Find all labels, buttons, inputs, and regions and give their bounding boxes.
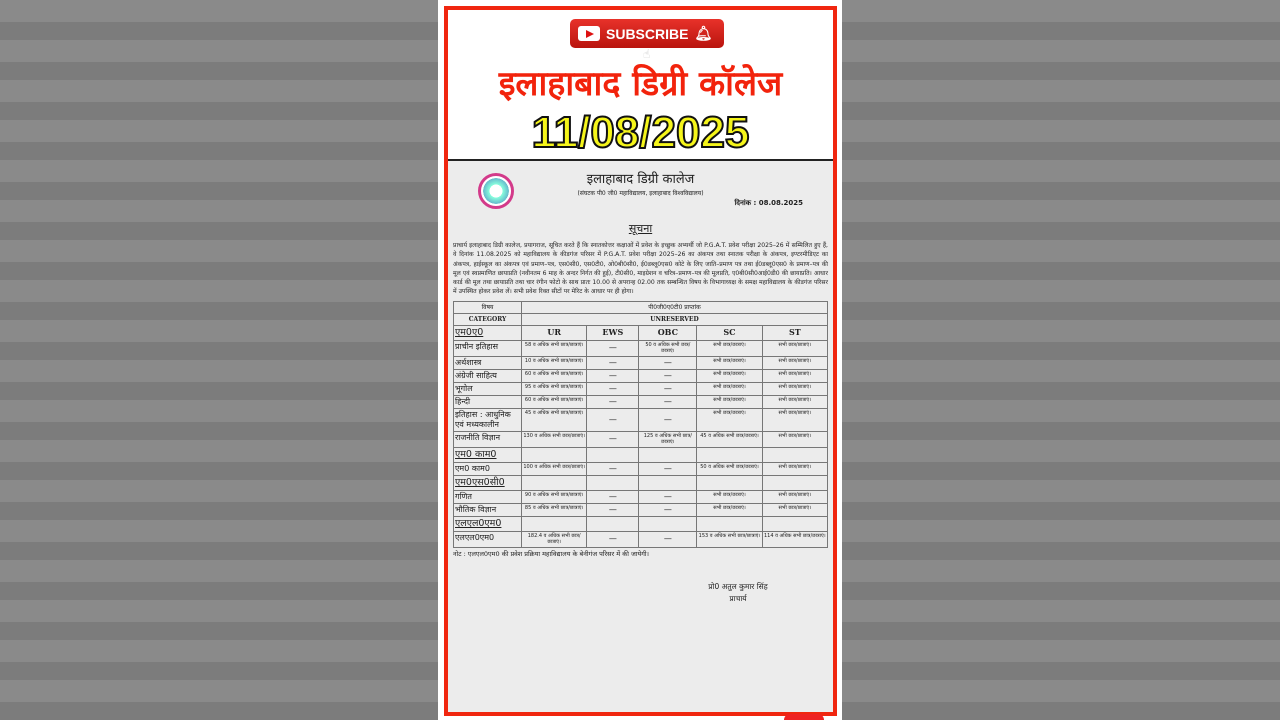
table-cell: CATEGORY (454, 313, 522, 325)
table-cell: OBC (639, 325, 697, 340)
table-cell: 85 व अधिक सभी छात्र/छात्राएं। (522, 503, 587, 516)
video-panel (438, 0, 842, 720)
table-cell: — (587, 490, 639, 503)
table-cell: सभी छात्र/छात्राएं। (762, 356, 827, 369)
table-row (454, 503, 828, 516)
table-cell: सभी छात्र/छात्राएं। (697, 490, 762, 503)
table-cell: — (639, 531, 697, 547)
video-date: 11/08/2025 (531, 108, 750, 157)
table-cell: EWS (587, 325, 639, 340)
table-cell (587, 475, 639, 490)
video-title: इलाहाबाद डिग्री कॉलेज (498, 64, 783, 104)
table-cell: सभी छात्र/छात्राएं। (762, 462, 827, 475)
table-cell: एलएल0एम0 (454, 531, 522, 547)
table-cell: 60 व अधिक सभी छात्र/छात्राएं। (522, 395, 587, 408)
signatory-designation: प्राचार्य (729, 593, 747, 603)
table-cell: सभी छात्र/छात्राएं। (762, 382, 827, 395)
table-group-row (454, 475, 828, 490)
table-row (454, 395, 828, 408)
table-cell: 100 व अधिक सभी छात्र/छात्राएं। (522, 462, 587, 475)
table-cell: अंग्रेजी साहित्य (454, 369, 522, 382)
table-cell: — (639, 462, 697, 475)
table-cell: गणित (454, 490, 522, 503)
table-cell: 130 व अधिक सभी छात्र/छात्राएं। (522, 431, 587, 447)
video-header (448, 10, 833, 161)
college-logo (478, 173, 514, 209)
table-cell (639, 516, 697, 531)
table-cell (522, 516, 587, 531)
table-cell: 90 व अधिक सभी छात्र/छात्राएं। (522, 490, 587, 503)
bell-icon: 🔔︎ (694, 25, 713, 41)
table-cell: सभी छात्र/छात्राएं। (697, 369, 762, 382)
table-cell (639, 475, 697, 490)
signatory-name: प्रो0 अतुल कुमार सिंह (708, 581, 768, 591)
table-cell: राजनीति विज्ञान (454, 431, 522, 447)
table-cell: एलएल0एम0 (454, 516, 522, 531)
table-cell: हिन्दी (454, 395, 522, 408)
table-cell: सभी छात्र/छात्राएं। (697, 356, 762, 369)
table-cell: 60 व अधिक सभी छात्र/छात्राएं। (522, 369, 587, 382)
table-cell: — (639, 382, 697, 395)
table-cell: सभी छात्र/छात्राएं। (762, 340, 827, 356)
table-cell: 114 व अधिक सभी छात्र/छात्राएं। (762, 531, 827, 547)
table-cell: सभी छात्र/छात्राएं। (762, 369, 827, 382)
cutoff-table (453, 301, 828, 548)
table-cell: UR (522, 325, 587, 340)
notice-paragraph: प्राचार्य इलाहाबाद डिग्री कालेज, प्रयागराज, सूचित करते हैं कि स्नातकोत्तर कक्षाओं में प्रवेश के इच्छुक अभ्यर्थी जो P.G.A.T. प्रवेश परीक्षा 2025–26 में सम्मिलित हुए हैं, वे दिनांक 11.08.2025 को महाविद्यालय के कीडगंज परिसर में P.G.A.T. प्रवेश परीक्षा 2025–26 का अंकपत्र तथा स्नातक परीक्षा के अंकपत्र, इण्टरमीडिएट का अंकपत्र, हाईस्कूल का अंकपत्र एवं प्रमाण–पत्र, एस0सी0, एस0टी0, ओ0बी0सी0, ई0डब्लू0एस0 कोटे के लिए जाति–प्रमाण पत्र तथा ई0डब्लू0एस0 के प्रमाण–पत्र की मूल एवं स्वप्रमाणित छायाप्रति (नवीनतम 6 माह के अन्दर निर्गत की हुई), टी0सी0, माइग्रेशन व चरित्र–प्रमाण–पत्र की मूलप्रति, ए0बी0सी0आई0डी0 की छायाप्रति। आधार कार्ड की मूल तथा छायाप्रति तथा चार रंगीन फोटो के साथ प्रातः 10.00 से अपरान्ह 02.00 तक सम्बन्धित विषय के विभागाध्यक्ष के समक्ष महाविद्यालय के कीडगंज परिसर में उपस्थित होकर प्रवेश लें। सभी प्रवेश रिक्त सीटों पर मेरिट के आधार पर ही होगा। (453, 242, 828, 296)
table-cell: सभी छात्र/छात्राएं। (697, 382, 762, 395)
table-cell (587, 447, 639, 462)
table-cell: — (587, 340, 639, 356)
table-cell: 95 व अधिक सभी छात्र/छात्राएं। (522, 382, 587, 395)
table-cell: एम0एस0सी0 (454, 475, 522, 490)
table-row (454, 462, 828, 475)
table-header-row (454, 301, 828, 313)
table-cell: 45 व अधिक सभी छात्र/छात्राएं। (522, 408, 587, 431)
table-cell: — (639, 490, 697, 503)
red-badge (784, 714, 824, 720)
table-cell: 50 व अधिक सभी छात्र/छात्राएं। (639, 340, 697, 356)
table-cell: UNRESERVED (522, 313, 828, 325)
youtube-play-icon (578, 26, 600, 41)
table-row (454, 531, 828, 547)
document-header (453, 171, 828, 221)
table-row (454, 408, 828, 431)
table-cell: 58 व अधिक सभी छात्र/छात्राएं। (522, 340, 587, 356)
table-cell: — (587, 369, 639, 382)
table-cell: 50 व अधिक सभी छात्र/छात्राएं। (697, 462, 762, 475)
table-cell: सभी छात्र/छात्राएं। (762, 408, 827, 431)
red-frame (444, 6, 837, 716)
table-cell (587, 516, 639, 531)
table-cell: सभी छात्र/छात्राएं। (762, 490, 827, 503)
signature-block (688, 581, 788, 605)
table-cell (762, 475, 827, 490)
table-row (454, 431, 828, 447)
table-cell (522, 475, 587, 490)
table-cell: भूगोल (454, 382, 522, 395)
table-cell: एम0ए0 (454, 325, 522, 340)
notice-heading: सूचना (628, 222, 653, 235)
table-cell: सभी छात्र/छात्राएं। (762, 395, 827, 408)
table-cell: — (587, 531, 639, 547)
table-cell: भौतिक विज्ञान (454, 503, 522, 516)
table-row (454, 340, 828, 356)
hand-cursor-icon: ☝ (643, 47, 651, 61)
table-cell: सभी छात्र/छात्राएं। (697, 340, 762, 356)
table-group-row (454, 447, 828, 462)
table-cell: — (587, 382, 639, 395)
table-row (454, 382, 828, 395)
table-cell: — (639, 369, 697, 382)
table-cell: 153 व अधिक सभी छात्र/छात्राएं। (697, 531, 762, 547)
table-cell: पी0जी0ए0टी0 प्राप्तांक (522, 301, 828, 313)
table-cell: सभी छात्र/छात्राएं। (697, 503, 762, 516)
table-cell (639, 447, 697, 462)
table-cell (762, 516, 827, 531)
table-cell: — (639, 356, 697, 369)
table-cell: 125 व अधिक सभी छात्र/छात्राएं। (639, 431, 697, 447)
table-cell: — (639, 395, 697, 408)
table-cell: — (587, 431, 639, 447)
college-name: इलाहाबाद डिग्री कालेज (586, 172, 695, 187)
table-cell: — (587, 408, 639, 431)
note: नोट : एलएल0एम0 की प्रवेश प्रक्रिया महाविद्यालय के बेनीगंज परिसर में की जायेगी। (453, 549, 650, 558)
table-cell: — (587, 503, 639, 516)
subscribe-label: SUBSCRIBE (606, 25, 689, 42)
table-cell: प्राचीन इतिहास (454, 340, 522, 356)
table-cell: — (587, 462, 639, 475)
table-cell: — (639, 408, 697, 431)
table-cell: — (639, 503, 697, 516)
table-cell: सभी छात्र/छात्राएं। (762, 503, 827, 516)
table-cell: 10 व अधिक सभी छात्र/छात्राएं। (522, 356, 587, 369)
affiliation: (संघटक पी0 जी0 महाविद्यालय, इलाहाबाद विश्वविद्यालय) (577, 190, 704, 197)
table-cell (697, 475, 762, 490)
table-cell: 182.4 व अधिक सभी छात्र/छात्राएं। (522, 531, 587, 547)
table-cell: ST (762, 325, 827, 340)
table-cell: विषय (454, 301, 522, 313)
notice-date: दिनांक : 08.08.2025 (734, 199, 803, 207)
table-group-row (454, 516, 828, 531)
table-row (454, 356, 828, 369)
table-category-row (454, 313, 828, 325)
table-cell: — (587, 395, 639, 408)
table-cell (762, 447, 827, 462)
table-row (454, 490, 828, 503)
table-cell: — (587, 356, 639, 369)
table-cell: एम0 काम0 (454, 447, 522, 462)
notice-document (448, 161, 833, 712)
subscribe-button[interactable] (570, 19, 724, 48)
table-cell (697, 447, 762, 462)
table-cell: इतिहास : आधुनिक एवं मध्यकालीन (454, 408, 522, 431)
table-cell: सभी छात्र/छात्राएं। (762, 431, 827, 447)
table-cell: SC (697, 325, 762, 340)
table-cell: सभी छात्र/छात्राएं। (697, 395, 762, 408)
table-cell (522, 447, 587, 462)
table-cell: सभी छात्र/छात्राएं। (697, 408, 762, 431)
table-cell: अर्थशास्त्र (454, 356, 522, 369)
table-cell: 45 व अधिक सभी छात्र/छात्राएं। (697, 431, 762, 447)
table-row (454, 369, 828, 382)
table-cell: एम0 काम0 (454, 462, 522, 475)
table-group-row (454, 325, 828, 340)
table-cell (697, 516, 762, 531)
